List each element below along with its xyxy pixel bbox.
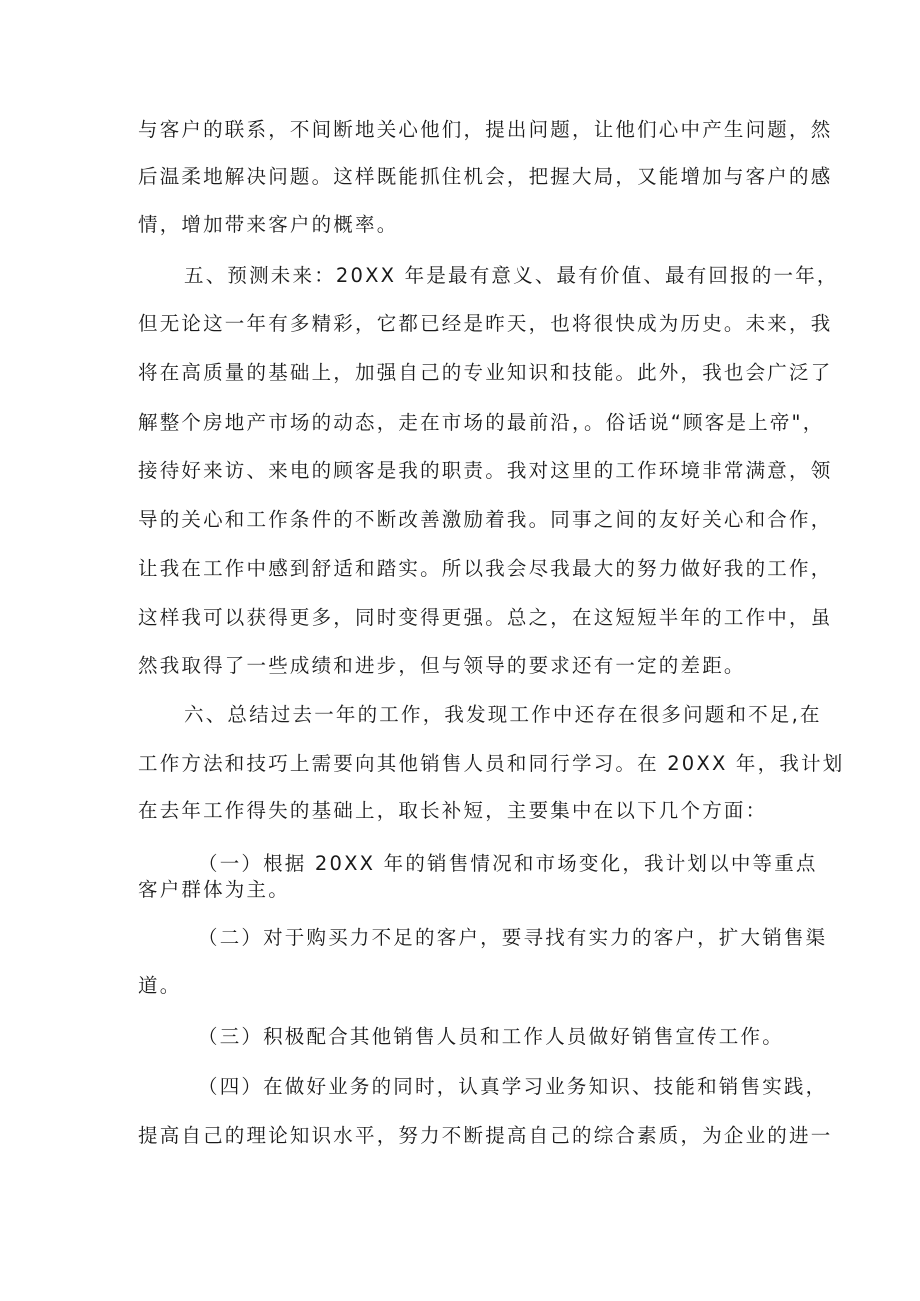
text-line: 后温柔地解决问题。这样既能抓住机会，把握大局，又能增加与客户的感	[138, 165, 833, 188]
text-line: 然我取得了一些成绩和进步，但与领导的要求还有一定的差距。	[138, 654, 746, 677]
list-item-2: （二）对于购买力不足的客户，要寻找有实力的客户，扩大销售渠	[198, 926, 828, 949]
list-item-4: （四）在做好业务的同时，认真学习业务知识、技能和销售实践，	[198, 1075, 828, 1098]
text-line: 但无论这一年有多精彩，它都已经是昨天，也将很快成为历史。未来，我	[138, 312, 833, 335]
text-line: 接待好来访、来电的顾客是我的职责。我对这里的工作环境非常满意，领	[138, 459, 833, 482]
section-six-heading: 六、总结过去一年的工作，我发现工作中还存在很多问题和不足,在	[184, 703, 822, 726]
text-line: 导的关心和工作条件的不断改善激励着我。同事之间的友好关心和合作，	[138, 508, 833, 531]
text-line: 解整个房地产市场的动态，走在市场的最前沿，。俗话说“顾客是上帝"，	[138, 411, 825, 434]
text-line: 这样我可以获得更多，同时变得更强。总之，在这短短半年的工作中，虽	[138, 606, 833, 629]
text-line: 与客户的联系，不间断地关心他们，提出问题，让他们心中产生问题，然	[138, 118, 833, 141]
text-line: 客户群体为主。	[138, 878, 290, 901]
list-item-1: （一）根据 20XX 年的销售情况和市场变化，我计划以中等重点	[198, 852, 818, 875]
text-line: 将在高质量的基础上，加强自己的专业知识和技能。此外，我也会广泛了	[138, 361, 833, 384]
text-line: 工作方法和技巧上需要向其他销售人员和同行学习。在 20XX 年，我计划	[138, 752, 845, 775]
text-line: 在去年工作得失的基础上，取长补短，主要集中在以下几个方面：	[138, 799, 768, 822]
text-line: 提高自己的理论知识水平，努力不断提高自己的综合素质，为企业的进一	[138, 1124, 833, 1147]
text-line: 道。	[138, 974, 182, 997]
text-line: 让我在工作中感到舒适和踏实。所以我会尽我最大的努力做好我的工作，	[138, 557, 833, 580]
section-five-heading: 五、预测未来：20XX 年是最有意义、最有价值、最有回报的一年，	[184, 264, 839, 287]
text-line: 情，增加带来客户的概率。	[138, 213, 399, 236]
list-item-3: （三）积极配合其他销售人员和工作人员做好销售宣传工作。	[198, 1025, 784, 1048]
